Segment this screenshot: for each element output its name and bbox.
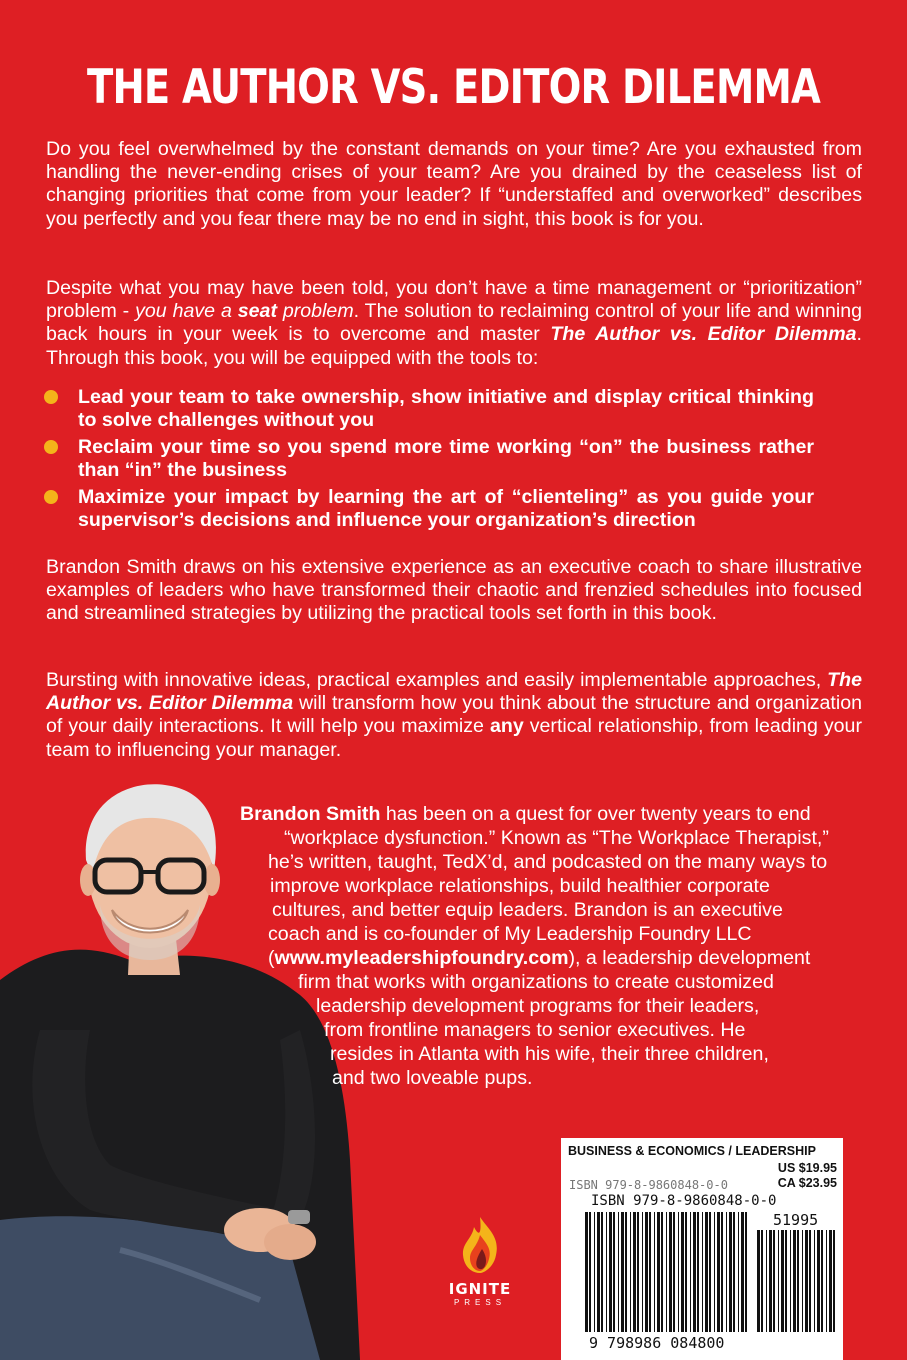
flame-icon (458, 1215, 502, 1275)
price-code: 51995 (773, 1211, 819, 1229)
bullet-dot-icon (44, 390, 58, 404)
intro-paragraph-1: Do you feel overwhelmed by the constant demands on your time? Are you exhausted from handling the never-ending crises of your team? Are you drained by the ceaseless list of changing priorities that come from your leader? If “understaffed and overworked” describes you perfectly and you fear there may be no end in sight, this book is for you. (46, 138, 862, 230)
list-item: Lead your team to take ownership, show initiative and display critical thinking to solve challenges without you (44, 386, 814, 431)
price-us: US $19.95 (777, 1161, 837, 1175)
summary-paragraph: Bursting with innovative ideas, practical examples and easily implementable approaches, The Author vs. Editor Dilemma will transform how you think about the structure and organization of your daily interactions. It will help you maximize any vertical relationship, from leading your team to influencing your manager. (46, 669, 862, 761)
publisher-sub: PRESS (453, 1298, 507, 1307)
isbn-faint: ISBN 979-8-9860848-0-0 (569, 1178, 728, 1192)
website-link[interactable]: www.myleadershipfoundry.com (274, 947, 569, 969)
benefits-list (44, 386, 814, 536)
bullet-dot-icon (44, 440, 58, 454)
author-name: Brandon Smith (240, 803, 381, 825)
bullet-dot-icon (44, 490, 58, 504)
list-item: Reclaim your time so you spend more time working “on” the business rather than “in” the business (44, 436, 814, 481)
barcode-panel (561, 1138, 843, 1360)
back-cover-title: THE AUTHOR VS. EDITOR DILEMMA (86, 60, 821, 115)
intro-paragraph-2: Despite what you may have been told, you don’t have a time management or “prioritization” problem - you have a seat problem. The solution to reclaiming control of your life and winning back hours in your week is to overcome and master The Author vs. Editor Dilemma. Through this book, you will be equipped with the tools to: (46, 277, 863, 369)
isbn-label: ISBN 979-8-9860848-0-0 (591, 1193, 777, 1209)
list-item: Maximize your impact by learning the art of “clienteling” as you guide your supervisor’s decisions and influence your organization’s direction (44, 486, 814, 531)
experience-paragraph: Brandon Smith draws on his extensive experience as an executive coach to share illustrative examples of leaders who have transformed their chaotic and frenzied schedules into focused and streamlined strategies by utilizing the practical tools set forth in this book. (46, 556, 862, 625)
publisher-logo (440, 1215, 520, 1307)
author-bio: Brandon Smith has been on a quest for over twenty years to end “workplace dysfunction.” Known as “The Workplace Therapist,” he’s written, taught, TedX’d, and podcasted on the many ways to improve workplace relationships, build healthier corporate cultures, and better equip leaders. Brandon is an executive coach and is co-founder of My Leadership Foundry LLC (www.myleadershipfoundry.com), a leadership development firm that works with organizations to create customized leadership development programs for their leaders, from frontline managers to senior executives. He resides in Atlanta with his wife, their three children, and two loveable pups. (240, 803, 829, 1089)
barcode-bars (561, 1138, 843, 1360)
category-label: BUSINESS & ECONOMICS / LEADERSHIP (568, 1144, 816, 1158)
publisher-name: IGNITE (448, 1280, 512, 1298)
price-ca: CA $23.95 (777, 1176, 837, 1190)
barcode-number: 9 798986 084800 (589, 1334, 725, 1352)
